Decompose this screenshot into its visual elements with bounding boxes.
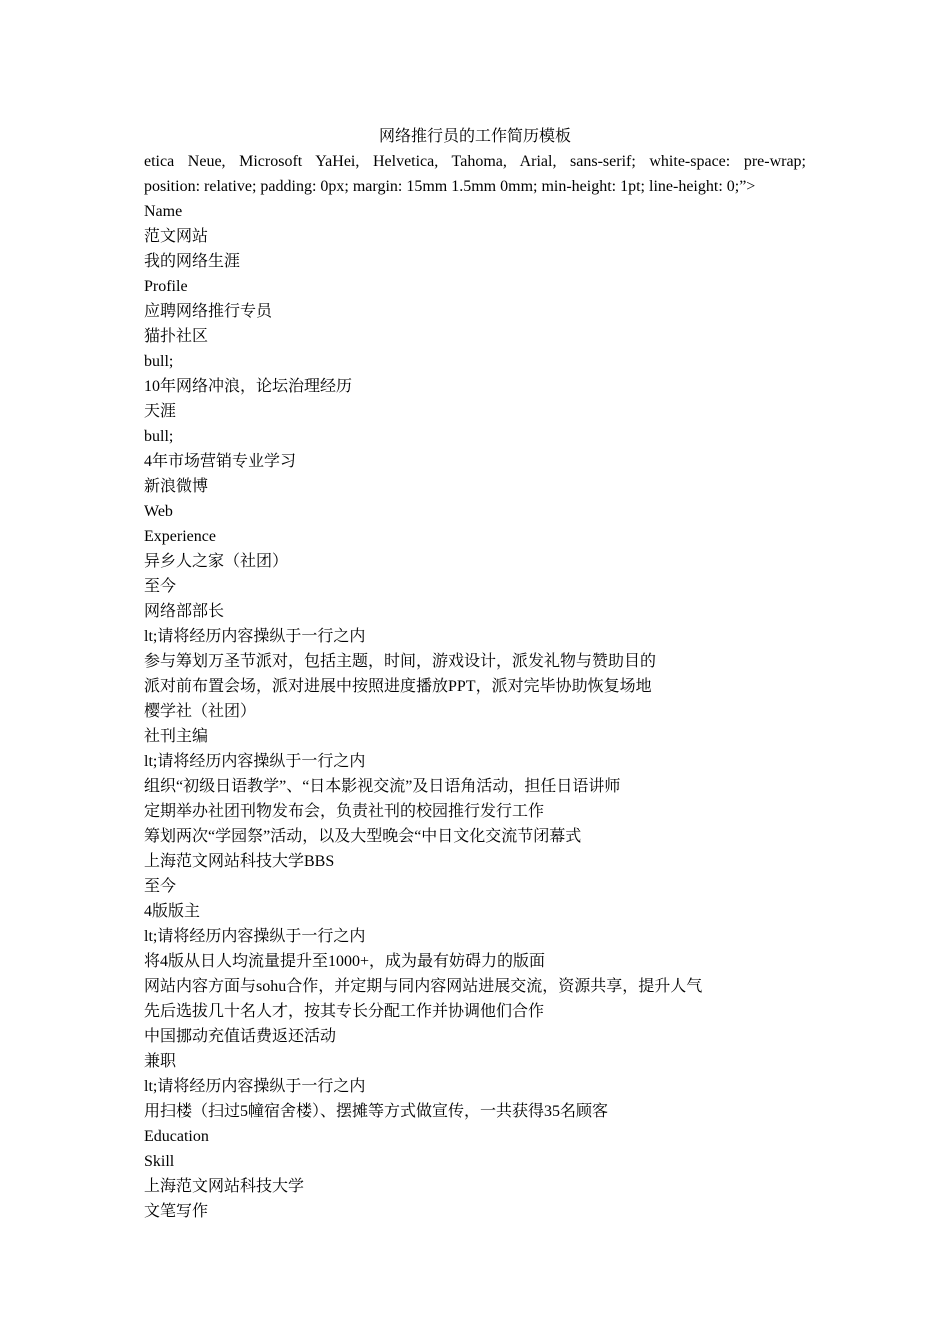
text-line: Web: [144, 503, 173, 520]
text-line: 先后选拔几十名人才，按其专长分配工作并协调他们合作: [144, 1003, 545, 1020]
text-line: 定期举办社团刊物发布会，负责社刊的校园推行发行工作: [144, 803, 545, 820]
document-page: [144, 124, 806, 1224]
css-fragment-line-1: etica Neue, Microsoft YaHei, Helvetica, Tahoma, Arial, sans-serif; white-space: pre-wrap;: [144, 153, 806, 170]
text-line: 用扫楼（扫过5幢宿舍楼）、摆摊等方式做宣传，一共获得35名顾客: [144, 1103, 609, 1120]
text-line: 文笔写作: [144, 1203, 209, 1220]
text-line: 范文网站: [144, 228, 209, 245]
text-line: 10年网络冲浪，论坛治理经历: [144, 378, 353, 395]
text-line: 兼职: [144, 1053, 177, 1070]
text-line: lt;请将经历内容操纵于一行之内: [144, 1078, 366, 1095]
text-line: Education: [144, 1128, 209, 1145]
text-line: 参与筹划万圣节派对，包括主题，时间，游戏设计，派发礼物与赞助目的: [144, 653, 657, 670]
text-line: 异乡人之家（社团）: [144, 553, 289, 570]
css-fragment-line-2: position: relative; padding: 0px; margin: 15mm 1.5mm 0mm; min-height: 1pt; line-height: 0;”>: [144, 178, 756, 195]
text-line: Skill: [144, 1153, 175, 1170]
document-title: 网络推行员的工作简历模板: [378, 128, 571, 145]
text-line: 天涯: [144, 403, 177, 420]
text-line: lt;请将经历内容操纵于一行之内: [144, 628, 366, 645]
text-line: 网站内容方面与sohu合作，并定期与同内容网站进展交流，资源共享，提升人气: [144, 978, 703, 995]
text-line: 应聘网络推行专员: [144, 303, 273, 320]
text-line: 新浪微博: [144, 478, 209, 495]
text-line: bull;: [144, 428, 174, 445]
text-line: 4版版主: [144, 903, 201, 920]
text-line: 筹划两次“学园祭”活动，以及大型晚会“中日文化交流节闭幕式: [144, 828, 582, 845]
text-line: 网络部部长: [144, 603, 225, 620]
text-line: 组织“初级日语教学”、“日本影视交流”及日语角活动，担任日语讲师: [144, 778, 621, 795]
text-line: 上海范文网站科技大学BBS: [144, 853, 335, 870]
text-line: 我的网络生涯: [144, 253, 241, 270]
text-line: 至今: [144, 878, 177, 895]
text-line: bull;: [144, 353, 174, 370]
text-line: 中国挪动充值话费返还活动: [144, 1028, 337, 1045]
text-line: 派对前布置会场，派对进展中按照进度播放PPT，派对完毕协助恢复场地: [144, 678, 652, 695]
text-line: 4年市场营销专业学习: [144, 453, 297, 470]
text-line: lt;请将经历内容操纵于一行之内: [144, 928, 366, 945]
text-line: 至今: [144, 578, 177, 595]
text-line: 猫扑社区: [144, 328, 209, 345]
text-line: Profile: [144, 278, 188, 295]
text-line: Experience: [144, 528, 216, 545]
text-line: 社刊主编: [144, 728, 209, 745]
text-line: 将4版从日人均流量提升至1000+，成为最有妨碍力的版面: [144, 953, 546, 970]
text-line: Name: [144, 203, 183, 220]
text-line: lt;请将经历内容操纵于一行之内: [144, 753, 366, 770]
text-line: 樱学社（社团）: [144, 703, 257, 720]
text-line: 上海范文网站科技大学: [144, 1178, 305, 1195]
